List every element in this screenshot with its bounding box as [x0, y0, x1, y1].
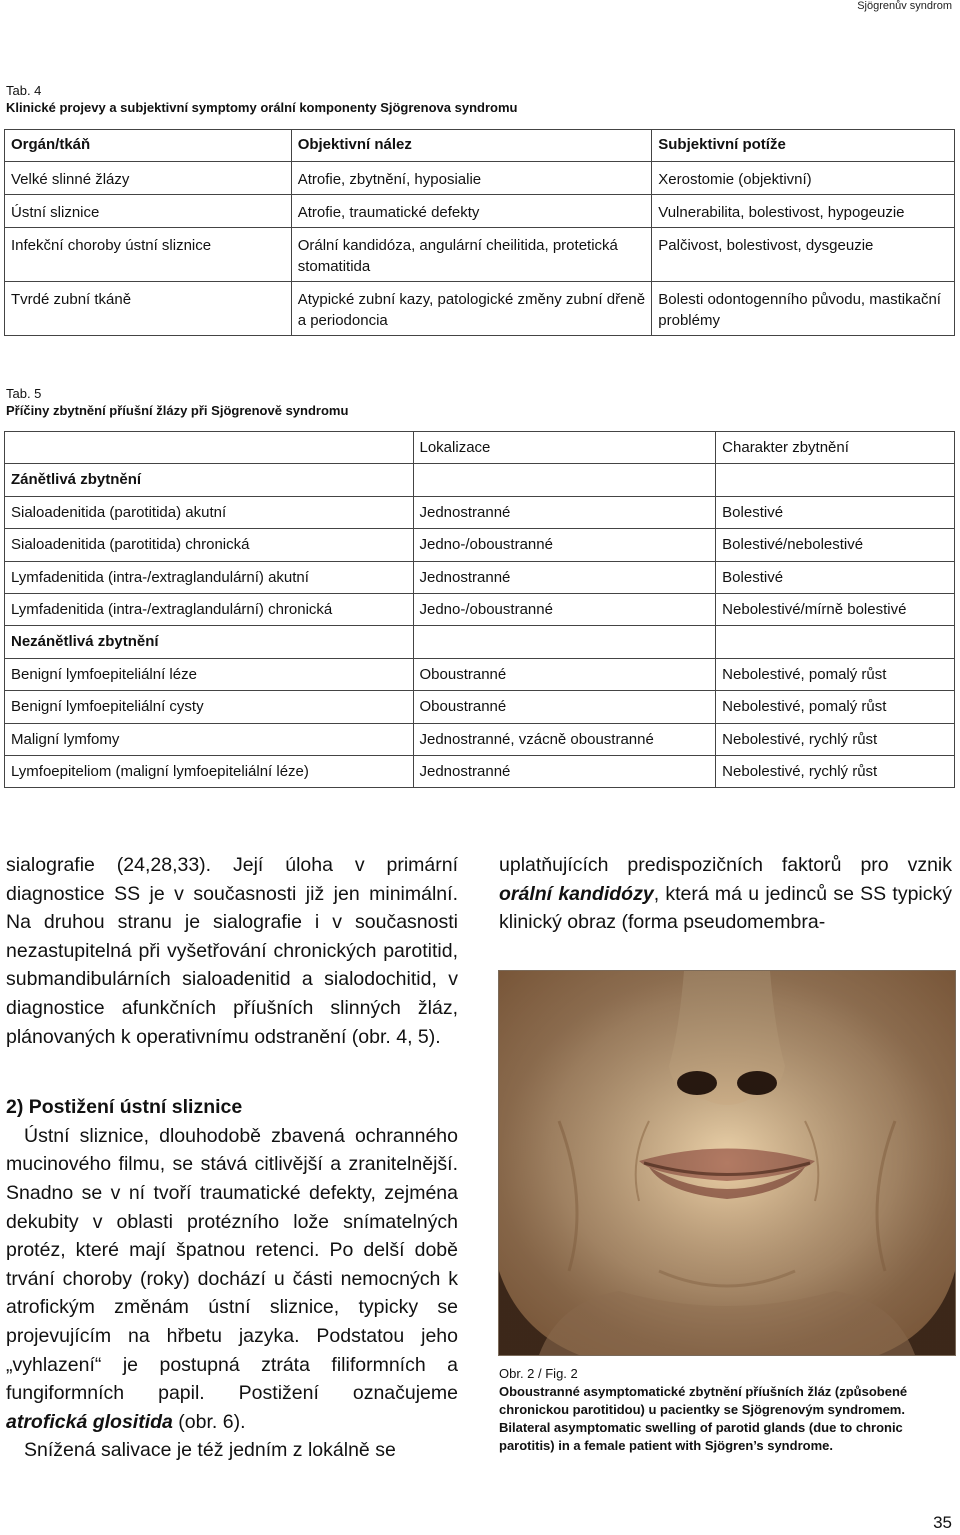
section-heading: 2) Postižení ústní sliznice — [6, 1096, 243, 1119]
table-cell: Bolestivé — [716, 561, 955, 593]
table-cell: Vulnerabilita, bolestivost, hypogeuzie — [652, 195, 955, 228]
table-cell: Bolesti odontogenního původu, mastikační problémy — [652, 282, 955, 336]
table-cell: Oboustranné — [413, 691, 716, 723]
paragraph-text: , která má u jedinců se SS typický klinický obraz (forma pseudomembra- — [499, 882, 953, 934]
table-cell: Jedno-/oboustranné — [413, 593, 716, 625]
tab5-title: Příčiny zbytnění příušní žlázy při Sjögrenově syndromu — [6, 403, 349, 418]
table-row — [5, 529, 955, 561]
tab4-title: Klinické projevy a subjektivní symptomy orální komponenty Sjögrenova syndromu — [6, 100, 518, 115]
table-row — [5, 282, 955, 336]
paragraph-text: Ústní sliznice, dlouhodobě zbavená ochranného mucinového filmu, se stává citlivější a zranitelnější. Snadno se v ní tvoří traumatické defekty, zejména dekubity v oblasti protézního lože snímatelných protéz, které mají špatnou retenci. Po delší době trvání choroby (roky) dochází u části nemocných k atrofickým změnám ústní sliznice, typicky se projevujícím na hřbetu jazyka. Podstatou jeho „vyhlazení“ je postupná ztráta filiformních a fungiformních papil. Postižení označujeme — [6, 1124, 458, 1405]
table-cell: Nebolestivé, rychlý růst — [716, 755, 955, 787]
table-cell: Maligní lymfomy — [5, 723, 414, 755]
table-cell: Tvrdé zubní tkáně — [5, 282, 292, 336]
body-paragraph: Snížená salivace je též jedním z lokálně se — [24, 1439, 396, 1462]
page-number: 35 — [933, 1513, 952, 1532]
table-row — [5, 496, 955, 528]
table-cell: Benigní lymfoepiteliální léze — [5, 658, 414, 690]
body-paragraph: sialografie (24,28,33). Její úloha v primární diagnostice SS je v současnosti již jen minimální. Na druhou stranu je sialografie i v současnosti nezastupitelná při vyšetřování chronických parotitid, submandibulárních sialoadenitid a sialodochitid, v diagnostice afunkčních příušních slinných žláz, plánovaných k operativnímu odstranění (obr. 4, 5). — [6, 854, 458, 1048]
table-cell: Xerostomie (objektivní) — [652, 162, 955, 195]
table-row — [5, 593, 955, 625]
header-cell: Subjektivní potíže — [652, 130, 955, 162]
figure-label: Obr. 2 / Fig. 2 — [499, 1366, 578, 1381]
table-cell: Ústní sliznice — [5, 195, 292, 228]
right-column — [499, 851, 952, 937]
table-cell: Jednostranné — [413, 755, 716, 787]
left-column — [6, 851, 458, 1465]
caption-czech: Oboustranné asymptomatické zbytnění příušních žláz (způsobené chronickou parotitidou) u pacientky se Sjögrenovým syndromem. — [499, 1384, 908, 1417]
table-cell: Sialoadenitida (parotitida) chronická — [5, 529, 414, 561]
header-cell — [5, 432, 414, 464]
tab4-table — [4, 129, 955, 336]
table-cell: Nebolestivé, rychlý růst — [716, 723, 955, 755]
face-illustration — [499, 971, 955, 1355]
table-cell: Lymfadenitida (intra-/extraglandulární) akutní — [5, 561, 414, 593]
section-label: Zánětlivá zbytnění — [5, 464, 414, 496]
table-cell: Jednostranné, vzácně oboustranné — [413, 723, 716, 755]
tab5-label: Tab. 5 — [6, 386, 42, 401]
table-row — [5, 561, 955, 593]
table-row — [5, 195, 955, 228]
body-paragraph — [6, 1122, 458, 1437]
tab4-label: Tab. 4 — [6, 83, 42, 98]
section-row — [5, 464, 955, 496]
body-paragraph — [499, 851, 952, 937]
table-cell: Orální kandidóza, angulární cheilitida, protetická stomatitida — [291, 228, 652, 282]
table-row — [5, 228, 955, 282]
clinical-photo — [498, 970, 956, 1356]
table-cell: Velké slinné žlázy — [5, 162, 292, 195]
table-cell: Atrofie, traumatické defekty — [291, 195, 652, 228]
table-cell: Jedno-/oboustranné — [413, 529, 716, 561]
table-cell: Oboustranné — [413, 658, 716, 690]
table-cell: Benigní lymfoepiteliální cysty — [5, 691, 414, 723]
table-row — [5, 691, 955, 723]
table-cell: Palčivost, bolestivost, dysgeuzie — [652, 228, 955, 282]
paragraph-text: (obr. 6). — [178, 1410, 246, 1433]
table-cell: Atrofie, zbytnění, hyposialie — [291, 162, 652, 195]
emphasized-term: atrofická glositida — [6, 1410, 173, 1433]
table-cell: Nebolestivé, pomalý růst — [716, 691, 955, 723]
table-cell: Lymfoepiteliom (maligní lymfoepiteliální léze) — [5, 755, 414, 787]
header-cell: Objektivní nález — [291, 130, 652, 162]
table-row — [5, 723, 955, 755]
table-cell: Atypické zubní kazy, patologické změny zubní dřeně a periodoncia — [291, 282, 652, 336]
table-cell: Nebolestivé/mírně bolestivé — [716, 593, 955, 625]
tab5-caption — [6, 385, 348, 419]
table-cell: Bolestivé — [716, 496, 955, 528]
table-cell: Jednostranné — [413, 496, 716, 528]
tab5-table — [4, 431, 955, 788]
figure-caption — [499, 1365, 917, 1455]
table-row — [5, 658, 955, 690]
table-row — [5, 755, 955, 787]
section-label: Nezánětlivá zbytnění — [5, 626, 414, 658]
table-cell: Infekční choroby ústní sliznice — [5, 228, 292, 282]
paragraph-text: uplatňujících predispozičních faktorů pro vznik — [499, 854, 952, 876]
running-head: Sjögrenův syndrom — [857, 0, 952, 12]
caption-english: Bilateral asymptomatic swelling of parotid glands (due to chronic parotitis) in a female patient with Sjögren’s syndrome. — [499, 1420, 903, 1453]
header-cell: Orgán/tkáň — [5, 130, 292, 162]
table-cell: Nebolestivé, pomalý růst — [716, 658, 955, 690]
table-cell: Lymfadenitida (intra-/extraglandulární) chronická — [5, 593, 414, 625]
header-cell: Lokalizace — [413, 432, 716, 464]
table-cell: Sialoadenitida (parotitida) akutní — [5, 496, 414, 528]
tab4-caption — [6, 82, 517, 116]
header-cell: Charakter zbytnění — [716, 432, 955, 464]
table-cell: Bolestivé/nebolestivé — [716, 529, 955, 561]
table-header-row — [5, 130, 955, 162]
section-row — [5, 626, 955, 658]
table-header-row — [5, 432, 955, 464]
table-cell: Jednostranné — [413, 561, 716, 593]
emphasized-term: orální kandidózy — [499, 882, 654, 905]
table-row — [5, 162, 955, 195]
